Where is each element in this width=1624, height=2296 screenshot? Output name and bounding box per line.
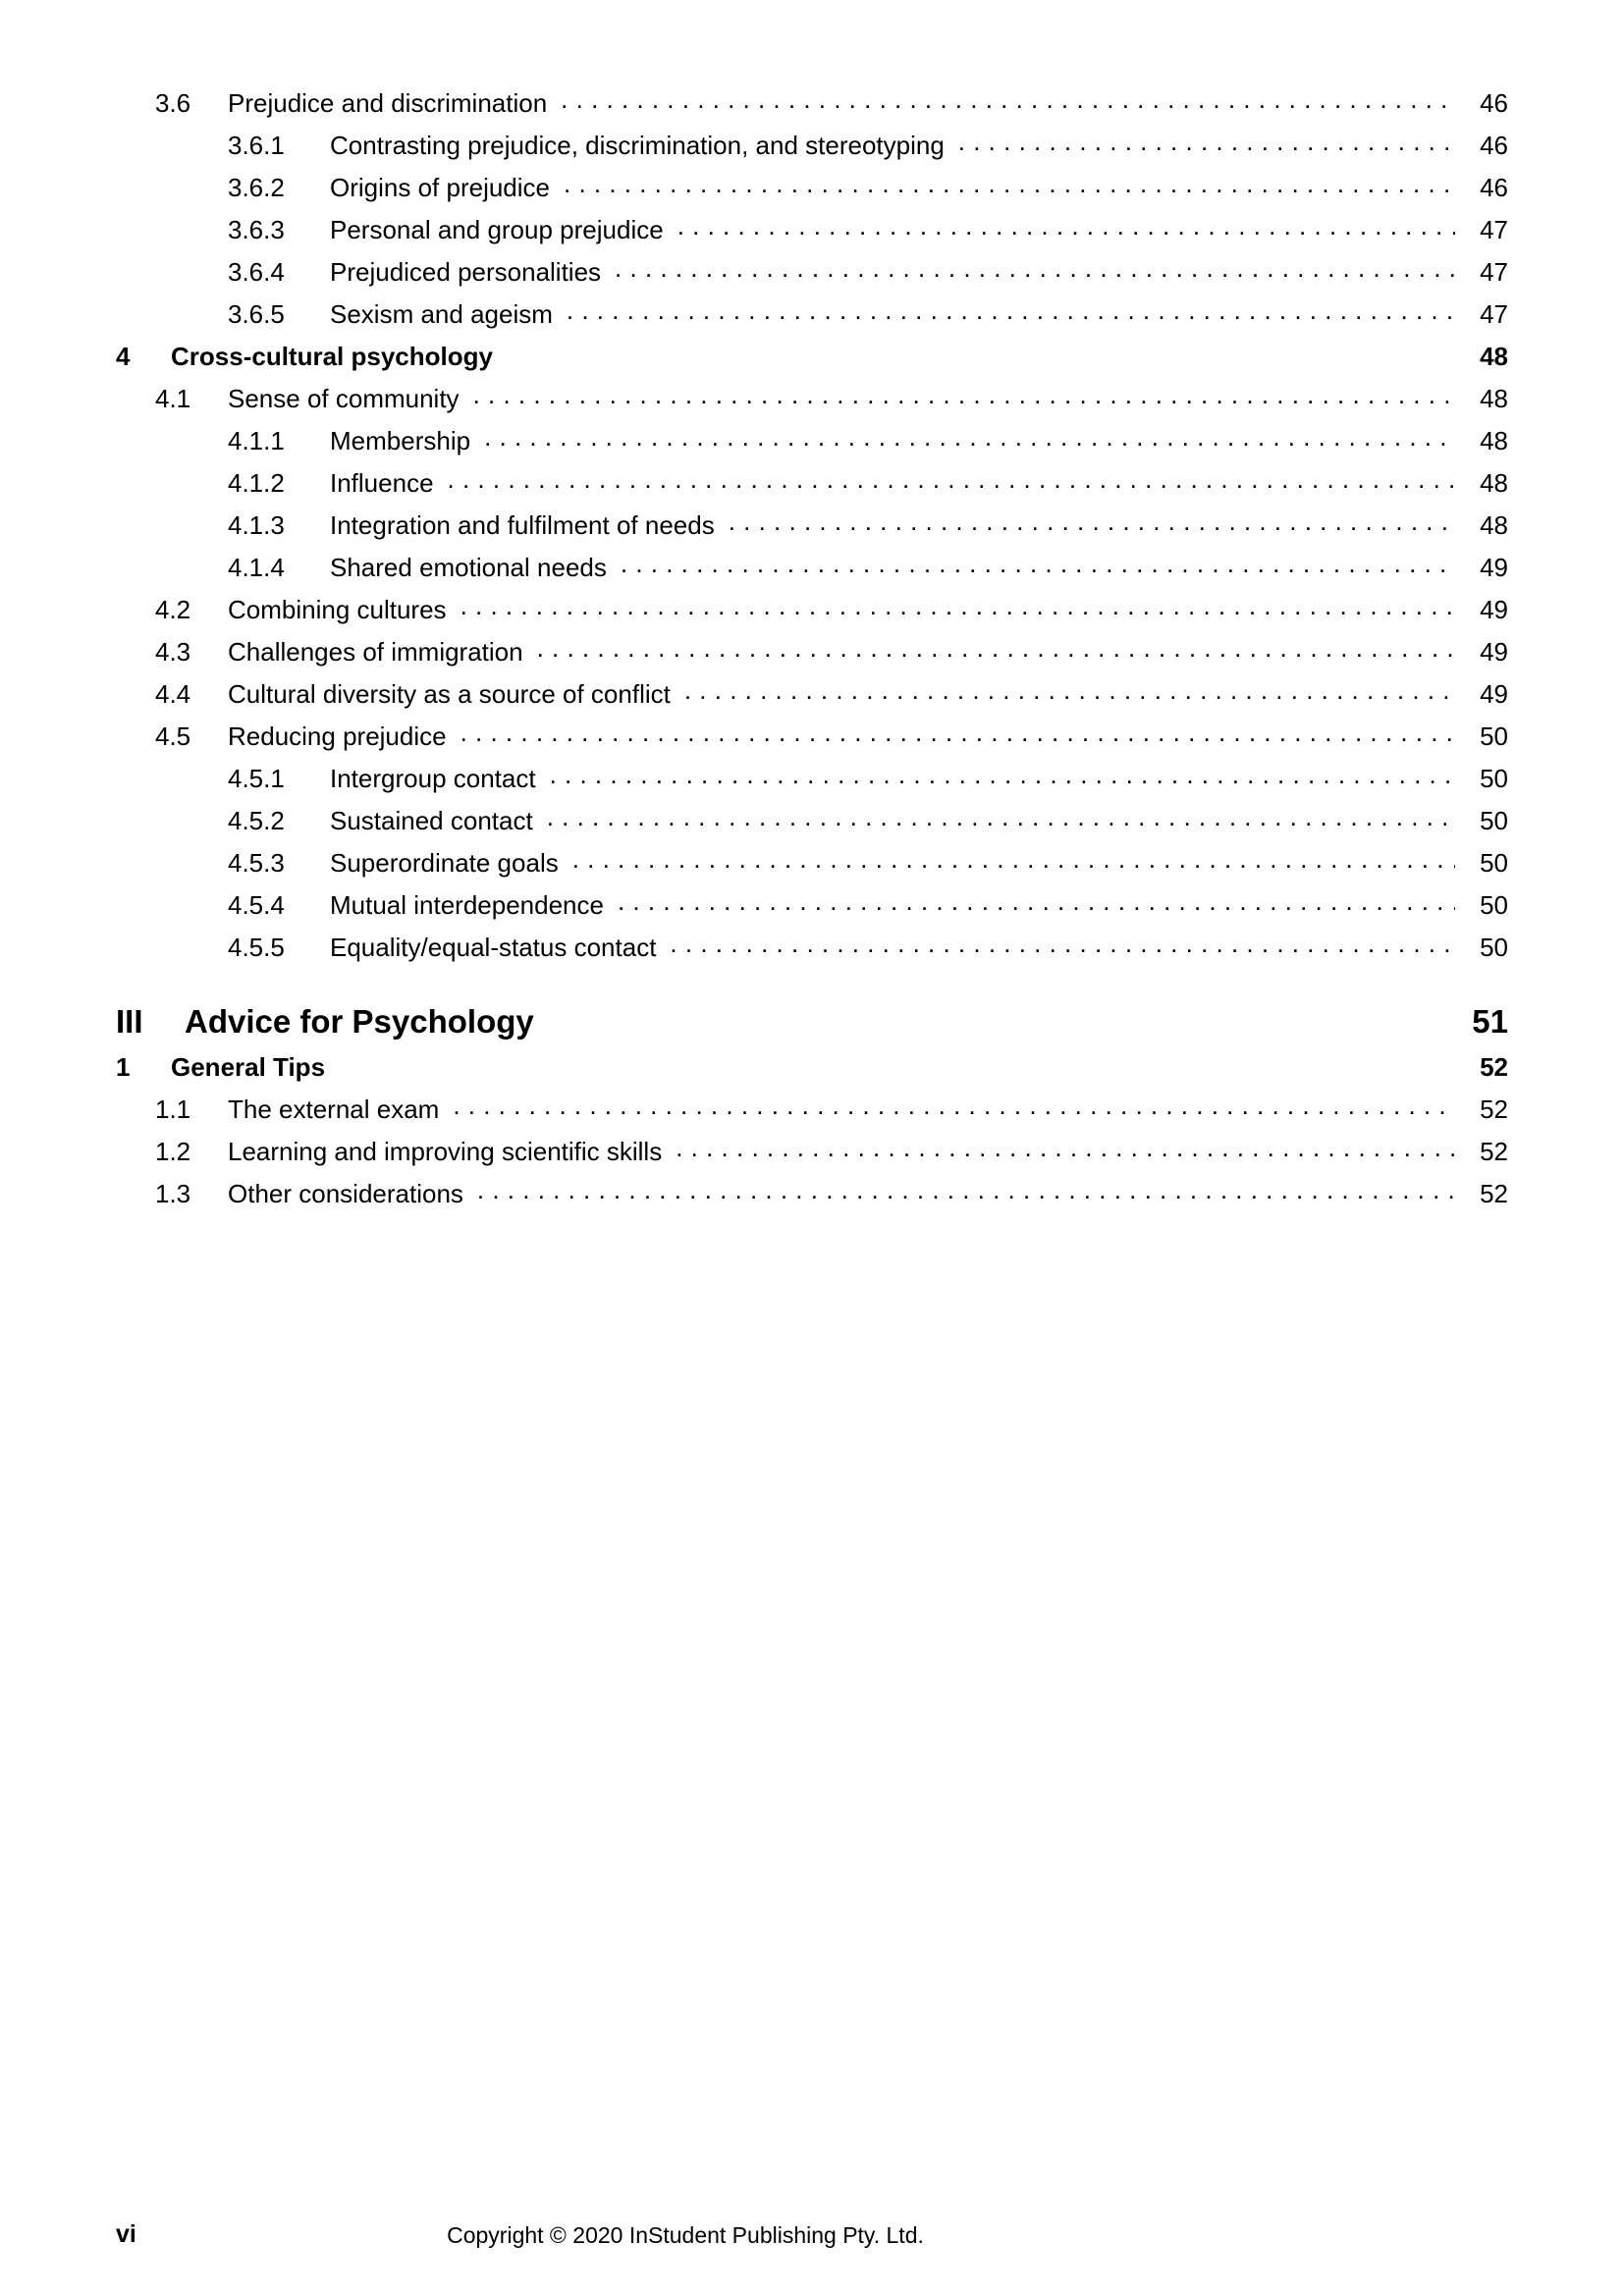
toc-entry-number: 1.3 [155,1179,191,1208]
toc-entry-number: 4.1.3 [228,510,285,540]
toc-entry-title: Cross-cultural psychology [171,342,493,371]
toc-leader-dots [484,428,1455,454]
toc-entry-title: Integration and fulfilment of needs [330,510,715,540]
toc-entry-subsection[interactable] [116,428,1508,454]
toc-entry-page-number: 50 [1480,848,1508,878]
toc-entry-number: 4.1.4 [228,553,285,582]
toc-entry-page-number: 52 [1480,1137,1508,1166]
toc-entry-section[interactable] [116,597,1508,622]
toc-entry-page-number: 46 [1480,131,1508,160]
toc-entry-title: Sexism and ageism [330,299,553,329]
toc-entry-section[interactable] [116,639,1508,665]
toc-entry-title: The external exam [228,1095,440,1124]
toc-leader-dots [537,639,1455,665]
toc-entry-number: 4.1 [155,384,191,413]
toc-entry-page-number: 49 [1480,637,1508,667]
toc-entry-subsection[interactable] [116,555,1508,580]
toc-leader-dots [477,1181,1455,1206]
toc-entry-number: 1.1 [155,1095,191,1124]
toc-entry-title: Combining cultures [228,595,447,624]
toc-entry-subsection[interactable] [116,512,1508,538]
toc-entry-number: 3.6.3 [228,215,285,244]
toc-entry-chapter[interactable] [116,344,1508,369]
toc-entry-page-number: 48 [1480,384,1508,413]
toc-entry-subsection[interactable] [116,301,1508,327]
toc-entry-number: 4.4 [155,679,191,709]
toc-entry-title: Intergroup contact [330,764,536,793]
toc-entry-title: Superordinate goals [330,848,559,878]
toc-entry-title: Prejudice and discrimination [228,88,548,118]
toc-entry-page-number: 48 [1480,510,1508,540]
toc-entry-subsection[interactable] [116,850,1508,876]
toc-leader-dots [460,597,1455,622]
toc-entry-page-number: 49 [1480,553,1508,582]
toc-leader-dots [676,1139,1455,1164]
toc-entry-subsection[interactable] [116,934,1508,960]
toc-entry-page-number: 52 [1480,1179,1508,1208]
toc-entry-subsection[interactable] [116,766,1508,791]
toc-entry-title: Sense of community [228,384,460,413]
toc-leader-dots [567,301,1455,327]
toc-entry-title: Reducing prejudice [228,721,447,751]
toc-leader-dots [564,175,1455,200]
toc-entry-page-number: 50 [1480,933,1508,962]
toc-entry-section[interactable] [116,1139,1508,1164]
toc-leader-dots [460,723,1455,749]
toc-entry-subsection[interactable] [116,470,1508,496]
toc-entry-page-number: 49 [1480,679,1508,709]
toc-entry-number: 1 [116,1052,131,1082]
toc-entry-page-number: 50 [1480,764,1508,793]
toc-entry-section[interactable] [116,1096,1508,1122]
toc-leader-dots [684,681,1455,707]
toc-leader-dots [618,892,1455,918]
toc-part-number: III [116,1003,143,1040]
toc-leader-dots [958,133,1455,158]
toc-entry-title: Sustained contact [330,806,533,835]
toc-entry-subsection[interactable] [116,175,1508,200]
toc-entry-subsection[interactable] [116,259,1508,285]
toc-entry-page-number: 46 [1480,88,1508,118]
toc-entry-number: 3.6.5 [228,299,285,329]
toc-entry-section[interactable] [116,90,1508,116]
toc-entry-number: 4.5 [155,721,191,751]
toc-entry-subsection[interactable] [116,133,1508,158]
toc-part-title: Advice for Psychology [185,1003,534,1040]
toc-entry-number: 4.5.5 [228,933,285,962]
toc-entry-page-number: 47 [1480,299,1508,329]
toc-entry-number: 1.2 [155,1137,191,1166]
toc-entry-subsection[interactable] [116,808,1508,833]
table-of-contents [116,90,1508,1223]
toc-entry-page-number: 47 [1480,257,1508,287]
toc-leader-dots [621,555,1455,580]
toc-entry-page-number: 48 [1480,342,1508,371]
toc-leader-dots [677,217,1455,242]
toc-entry-page-number: 52 [1480,1052,1508,1082]
toc-entry-title: Contrasting prejudice, discrimination, and stereotyping [330,131,945,160]
toc-entry-title: General Tips [171,1052,326,1082]
toc-entry-title: Membership [330,426,471,455]
toc-entry-number: 4.1.2 [228,468,285,498]
toc-entry-title: Origins of prejudice [330,173,550,202]
toc-part-heading[interactable] [116,1003,1508,1041]
toc-leader-dots [670,934,1455,960]
toc-entry-page-number: 46 [1480,173,1508,202]
toc-entry-number: 3.6 [155,88,191,118]
toc-entry-title: Equality/equal-status contact [330,933,657,962]
toc-entry-number: 4.5.3 [228,848,285,878]
toc-entry-page-number: 47 [1480,215,1508,244]
footer-page-number: vi [116,2220,136,2248]
toc-entry-title: Challenges of immigration [228,637,523,667]
toc-entry-number: 3.6.2 [228,173,285,202]
toc-entry-number: 4.5.2 [228,806,285,835]
toc-entry-section[interactable] [116,681,1508,707]
toc-entry-page-number: 50 [1480,890,1508,920]
toc-entry-page-number: 50 [1480,721,1508,751]
toc-entry-number: 3.6.1 [228,131,285,160]
toc-entry-number: 4.2 [155,595,191,624]
toc-entry-title: Prejudiced personalities [330,257,602,287]
toc-entry-subsection[interactable] [116,217,1508,242]
toc-entry-page-number: 48 [1480,468,1508,498]
toc-entry-number: 4.3 [155,637,191,667]
toc-leader-dots [448,470,1455,496]
toc-entry-number: 4.5.1 [228,764,285,793]
toc-entry-page-number: 49 [1480,595,1508,624]
toc-entry-section[interactable] [116,1181,1508,1206]
toc-entry-subsection[interactable] [116,892,1508,918]
toc-entry-chapter[interactable] [116,1054,1508,1080]
toc-entry-page-number: 50 [1480,806,1508,835]
page-footer [116,2220,1508,2260]
toc-entry-number: 4 [116,342,131,371]
toc-entry-title: Other considerations [228,1179,463,1208]
toc-leader-dots [615,259,1455,285]
toc-entry-page-number: 52 [1480,1095,1508,1124]
footer-copyright: Copyright © 2020 InStudent Publishing Pty. Ltd. [447,2222,924,2248]
toc-leader-dots [550,766,1455,791]
toc-entry-title: Learning and improving scientific skills [228,1137,663,1166]
toc-leader-dots [473,386,1455,411]
toc-entry-title: Personal and group prejudice [330,215,664,244]
toc-entry-title: Mutual interdependence [330,890,604,920]
toc-leader-dots [572,850,1455,876]
toc-leader-dots [453,1096,1455,1122]
toc-leader-dots [729,512,1455,538]
toc-entry-section[interactable] [116,386,1508,411]
toc-entry-number: 3.6.4 [228,257,285,287]
toc-entry-number: 4.1.1 [228,426,285,455]
toc-entry-page-number: 48 [1480,426,1508,455]
toc-entry-section[interactable] [116,723,1508,749]
toc-part-page-number: 51 [1472,1003,1508,1040]
toc-leader-dots [561,90,1455,116]
toc-entry-title: Influence [330,468,434,498]
toc-leader-dots [547,808,1455,833]
toc-entry-number: 4.5.4 [228,890,285,920]
toc-entry-title: Cultural diversity as a source of conflict [228,679,671,709]
toc-entry-title: Shared emotional needs [330,553,607,582]
